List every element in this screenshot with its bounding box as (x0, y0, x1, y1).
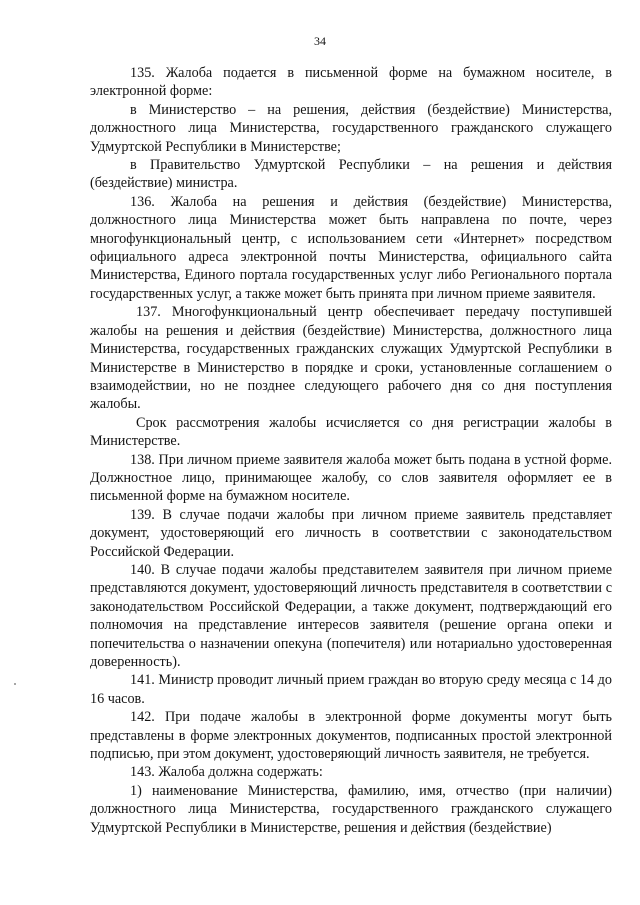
paragraph-136: 136. Жалоба на решения и действия (бездействие) Министерства, должностного лица Министерства может быть направлена по почте, через многофункциональный центр, с использованием сети «Интернет» посредством официального адреса электронной почты Министерства, официального сайта Министерства, Единого портала государственных услуг либо Регионального портала государственных услуг, а также может быть принята при личном приеме заявителя. (90, 193, 612, 302)
page-number: 34 (314, 34, 326, 48)
paragraph-139: 139. В случае подачи жалобы при личном приеме заявитель представляет документ, удостоверяющий его личность в соответствии с законодательством Российской Федерации. (90, 506, 612, 560)
document-body (90, 64, 612, 837)
paragraph-135-ministry: в Министерство – на решения, действия (бездействие) Министерства, должностного лица Министерства, государственного гражданского служащего Удмуртской Республики в Министерстве; (90, 101, 612, 155)
paragraph-143: 143. Жалоба должна содержать: (130, 764, 323, 781)
paragraph-142: 142. При подаче жалобы в электронной форме документы могут быть представлены в форме электронных документов, подписанных простой электронной подписью, при этом документ, удостоверяющий личность заявителя, не требуется. (90, 709, 612, 763)
paragraph-138: 138. При личном приеме заявителя жалоба может быть подана в устной форме. Должностное лицо, принимающее жалобу, со слов заявителя оформляет ее в письменной форме на бумажном носителе. (90, 451, 612, 505)
paragraph-review-term: Срок рассмотрения жалобы исчисляется со дня регистрации жалобы в Министерстве. (90, 414, 612, 450)
paragraph-135: 135. Жалоба подается в письменной форме на бумажном носителе, в электронной форме: (90, 65, 612, 100)
paragraph-143-item-1: 1) наименование Министерства, фамилию, имя, отчество (при наличии) должностного лица Министерства, государственного гражданского служащего Удмуртской Республики в Министерстве, решения и действия (бездействие) (90, 782, 612, 836)
paragraph-135-government: в Правительство Удмуртской Республики – на решения и действия (бездействие) министра. (90, 157, 612, 192)
scan-speck (14, 683, 16, 685)
paragraph-141: 141. Министр проводит личный прием граждан во вторую среду месяца с 14 до 16 часов. (90, 672, 612, 707)
paragraph-137: 137. Многофункциональный центр обеспечивает передачу поступившей жалобы на решения и действия (бездействие) Министерства, должностного лица Министерства, государственных гражданских служащих Удмуртской Республики в Министерстве в Министерство в порядке и сроки, установленные соглашением о взаимодействии, но не позднее следующего рабочего дня со дня поступления жалобы. (90, 304, 612, 413)
paragraph-140: 140. В случае подачи жалобы представителем заявителя при личном приеме представляются документ, удостоверяющий личность представителя в соответствии с законодательством Российской Федерации, а также документ, подтверждающий его полномочия на представление интересов заявителя (решение органа опеки и попечительства о назначении опекуна (попечителя) или нотариально удостоверенная доверенность). (90, 561, 612, 670)
